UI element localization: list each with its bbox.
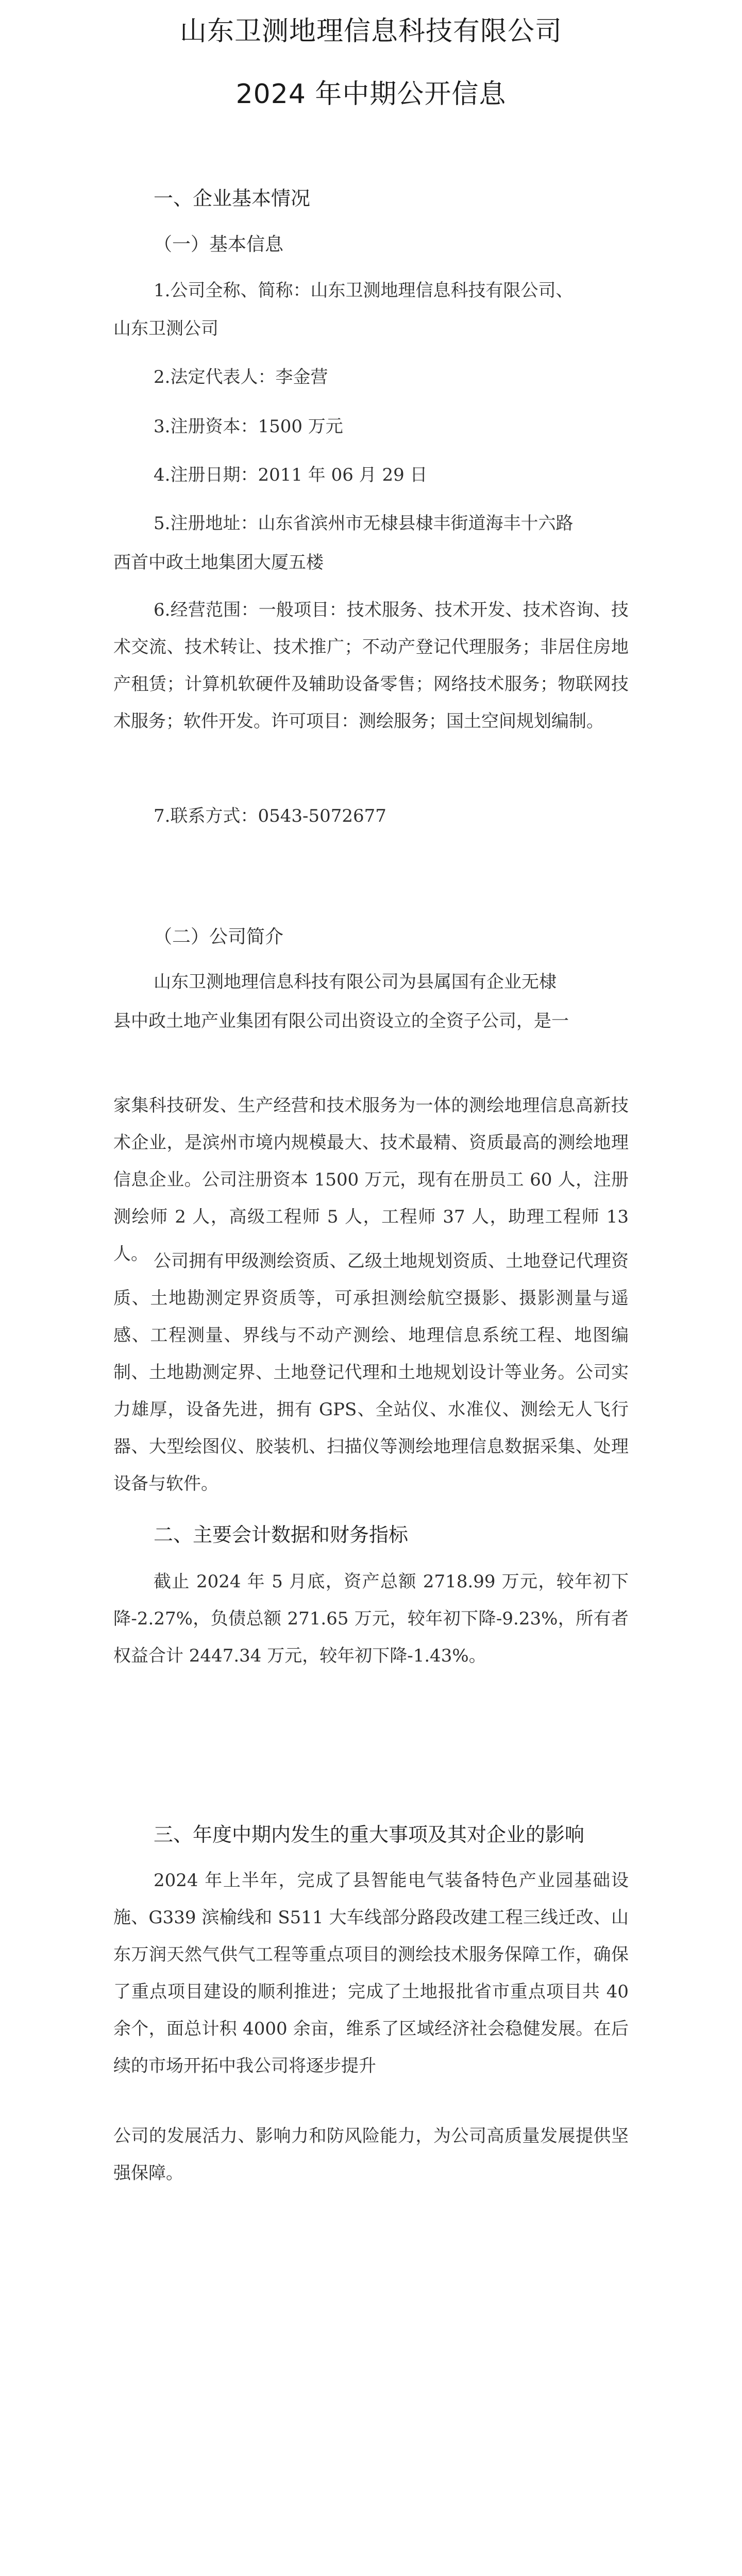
section1-subheading: （一）基本信息: [154, 234, 284, 255]
events-paragraph: 2024 年上半年，完成了县智能电气装备特色产业园基础设施、G339 滨榆线和 S511 大车线部分路段改建工程三线迁改、山东万润天然气供气工程等重点项目的测绘技术服务保障工作，确保了重点项目建设的顺利推进；完成了土地报批省市重点项目共 40 余个，面总计积 4000 余亩，维系了区域经济社会稳健发展。在后续的市场开拓中我公司将逐步提升: [113, 1870, 629, 2076]
info-company-name: 1.公司全称、简称：山东卫测地理信息科技有限公司、: [154, 280, 574, 301]
section3-heading: 三、年度中期内发生的重大事项及其对企业的影响: [154, 1823, 585, 1846]
info-legal-rep: 2.法定代表人：李金营: [154, 367, 328, 387]
capability-paragraph: 公司拥有甲级测绘资质、乙级土地规划资质、土地登记代理资质、土地勘测定界资质等，可承担测绘航空摄影、摄影测量与遥感、工程测量、界线与不动产测绘、地理信息系统工程、地图编制、土地勘测定界、土地登记代理和土地规划设计等业务。公司实力雄厚，设备先进，拥有 GPS、全站仪、水准仪、测绘无人飞行器、大型绘图仪、胶装机、扫描仪等测绘地理信息数据采集、处理设备与软件。: [113, 1251, 629, 1494]
report-title: 2024 年中期公开信息: [235, 79, 507, 110]
intro-body: 家集科技研发、生产经营和技术服务为一体的测绘地理信息高新技术企业，是滨州市境内规模最大、技术最精、资质最高的测绘地理信息企业。公司注册资本 1500 万元，现有在册员工 60 人，注册测绘师 2 人，高级工程师 5 人，工程师 37 人，助理工程师 13 人。: [113, 1095, 629, 1264]
info-reg-date: 4.注册日期：2011 年 06 月 29 日: [154, 465, 428, 485]
section2-heading: 二、主要会计数据和财务指标: [154, 1523, 409, 1546]
company-title: 山东卫测地理信息科技有限公司: [179, 16, 562, 47]
intro-line-1: 山东卫测地理信息科技有限公司为县属国有企业无棣: [154, 972, 556, 992]
info-business-scope: 6.经营范围：一般项目：技术服务、技术开发、技术咨询、技术交流、技术转让、技术推广；不动产登记代理服务；非居住房地产租赁；计算机软硬件及辅助设备零售；网络技术服务；物联网技术服务；软件开发。许可项目：测绘服务；国土空间规划编制。: [113, 600, 629, 732]
info-company-name-cont: 山东卫测公司: [113, 318, 218, 339]
info-contact: 7.联系方式：0543-5072677: [154, 806, 386, 826]
intro-line-2: 县中政土地产业集团有限公司出资设立的全资子公司，是一: [113, 1011, 569, 1031]
info-address: 5.注册地址：山东省滨州市无棣县棣丰街道海丰十六路: [154, 513, 574, 534]
info-address-cont: 西首中政土地集团大厦五楼: [113, 552, 324, 573]
events-paragraph-tail: 公司的发展活力、影响力和防风险能力，为公司高质量发展提供坚强保障。: [113, 2126, 629, 2183]
section1b-subheading: （二）公司简介: [154, 926, 284, 947]
info-capital: 3.注册资本：1500 万元: [154, 416, 343, 437]
financial-paragraph: 截止 2024 年 5 月底，资产总额 2718.99 万元，较年初下降-2.27%，负债总额 271.65 万元，较年初下降-9.23%，所有者权益合计 2447.34 万元，较年初下降-1.43%。: [113, 1571, 629, 1666]
section1-heading: 一、企业基本情况: [154, 187, 311, 210]
